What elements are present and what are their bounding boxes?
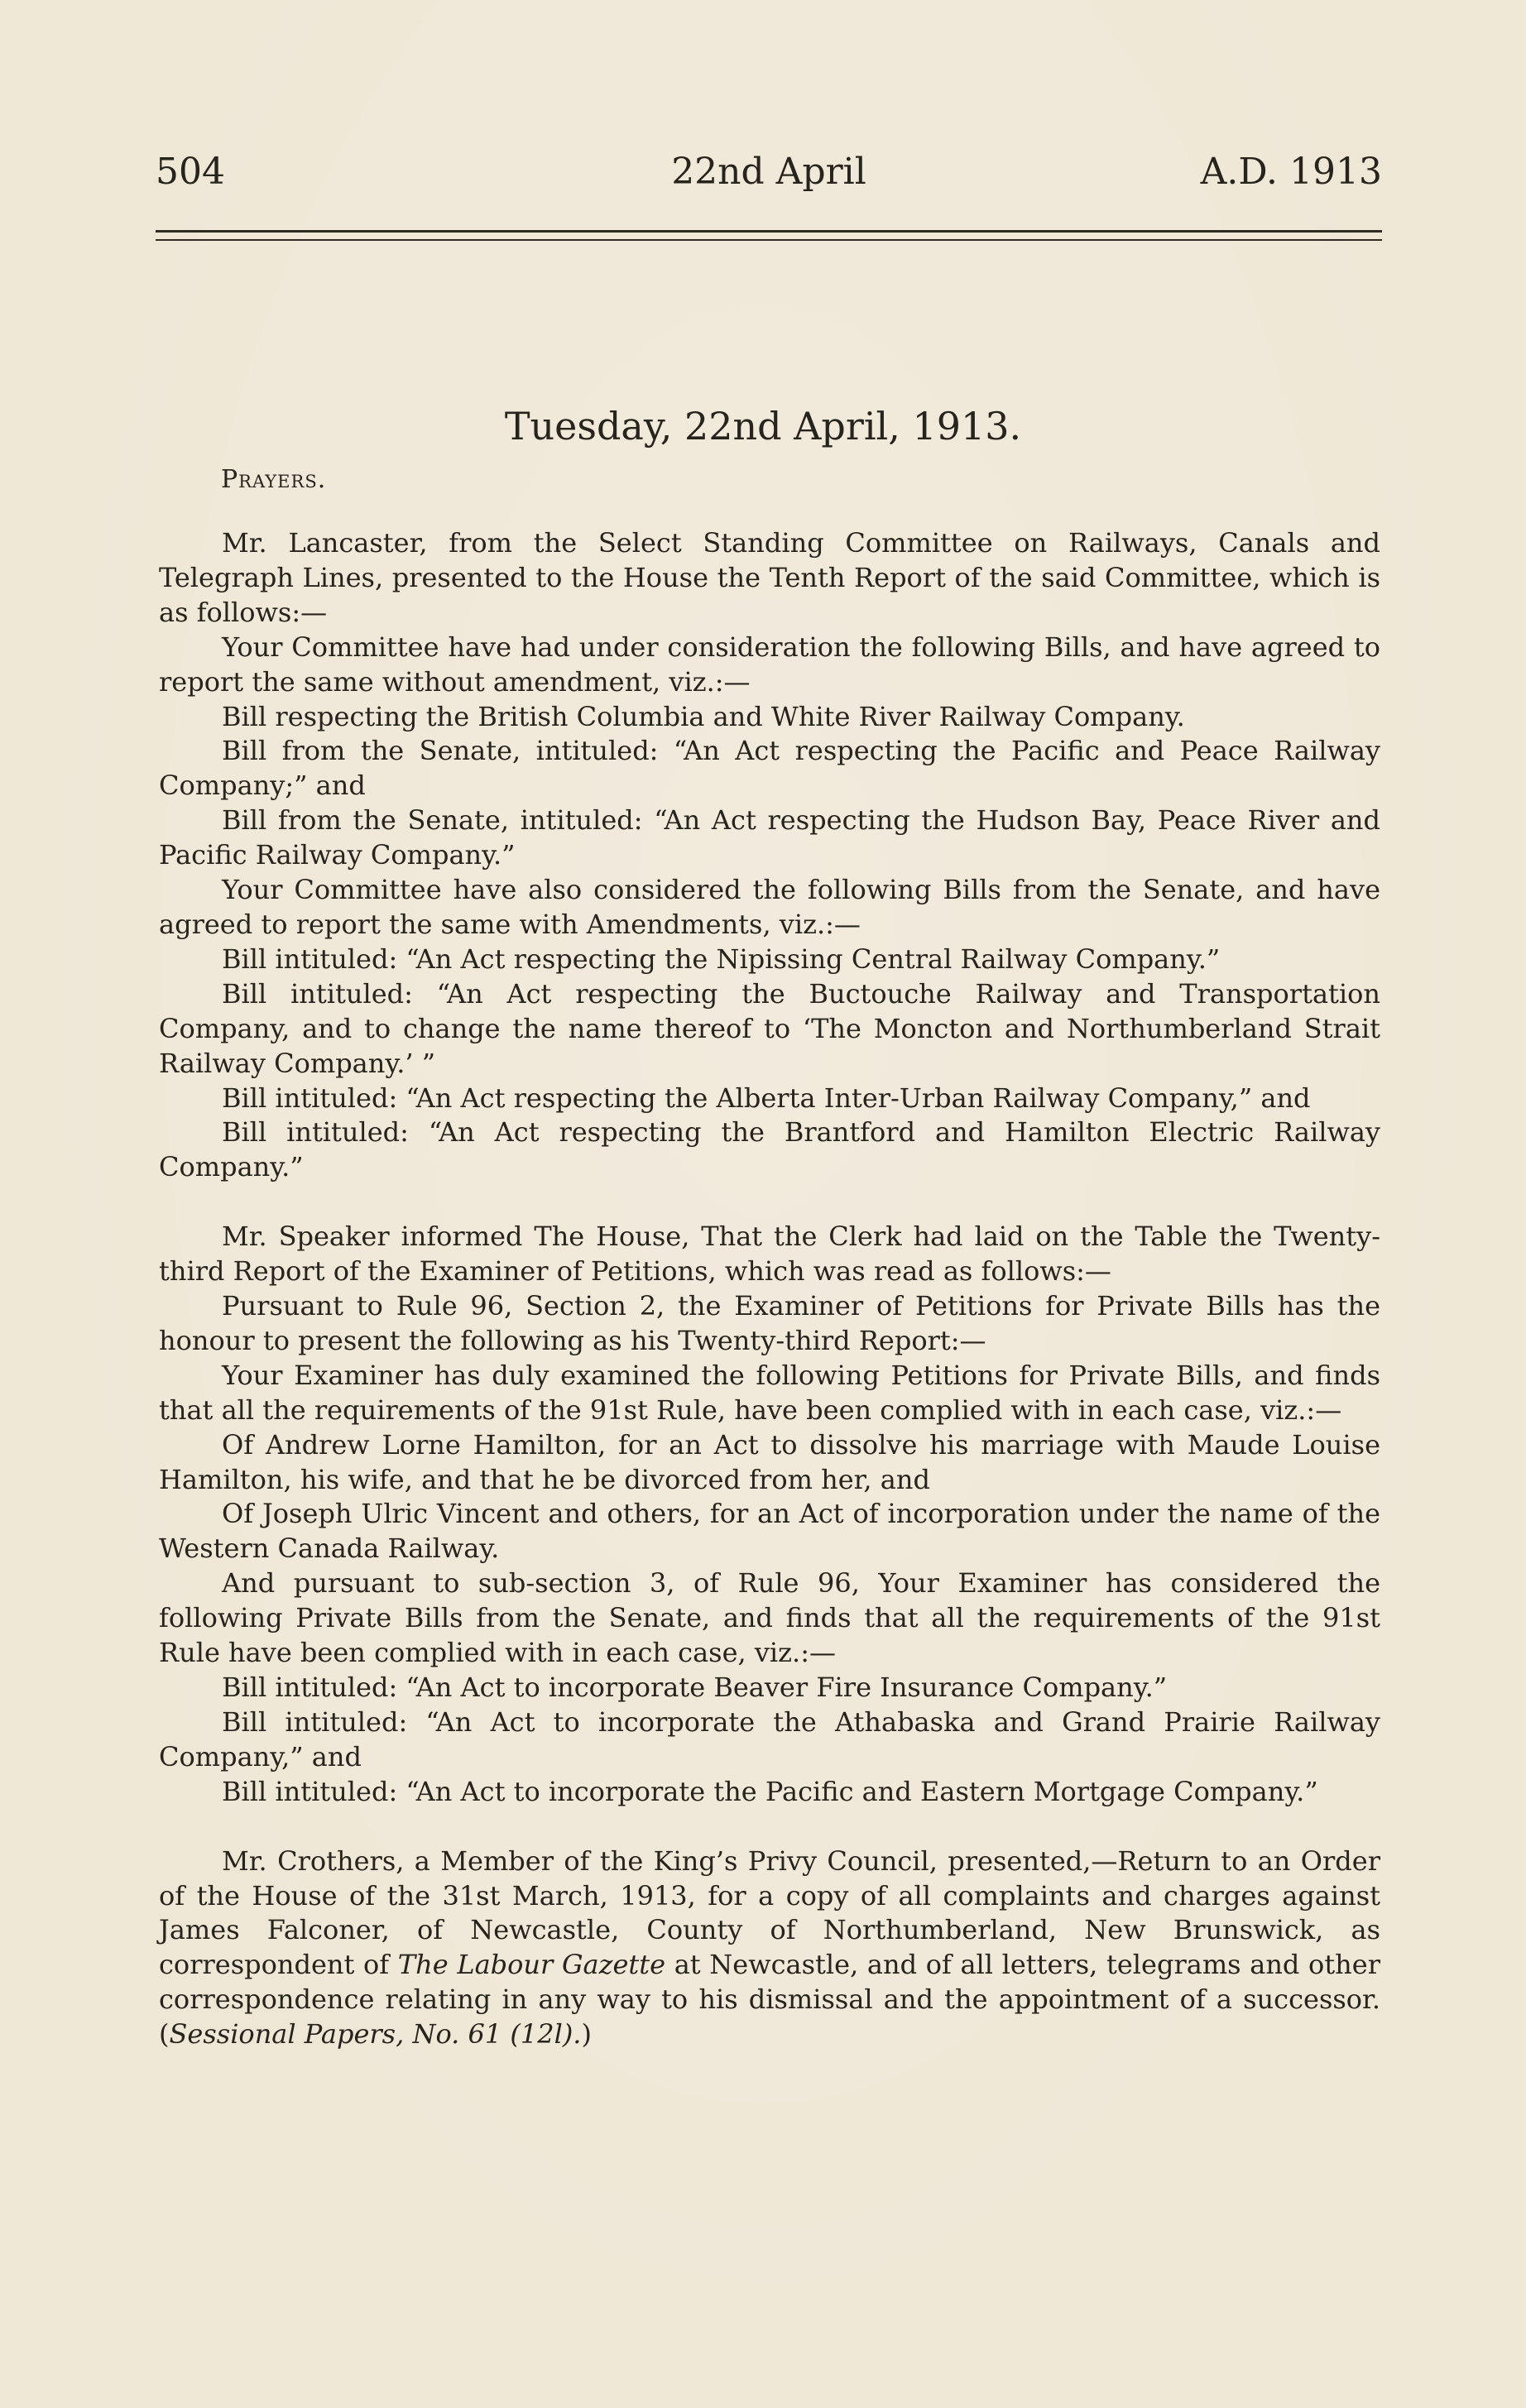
- paragraph-return-order: [159, 1844, 1380, 2052]
- prayers-label: Prayers.: [221, 465, 327, 494]
- journal-body: [159, 526, 1380, 2052]
- paragraph: Bill respecting the British Columbia and White River Railway Company.: [222, 700, 1185, 732]
- paragraph: Mr. Speaker informed The House, That the Clerk had laid on the Table the Twenty-third Report of the Examiner of Petitions, which was read as follows:—: [159, 1221, 1380, 1288]
- publication-title: The Labour Gazette: [397, 1949, 666, 1981]
- paragraph: Your Examiner has duly examined the following Petitions for Private Bills, and finds that all the requirements of the 91st Rule, have been complied with in each case, viz.:—: [159, 1359, 1380, 1426]
- paragraph: Bill intituled: “An Act respecting the Buctouche Railway and Transportation Company, and to change the name thereof to ‘The Moncton and Northumberland Strait Railway Company.’ ”: [159, 977, 1380, 1079]
- header-rule-thick: [156, 230, 1382, 233]
- paragraph: Mr. Lancaster, from the Select Standing Committee on Railways, Canals and Telegraph Lines, presented to the House the Tenth Report of the said Committee, which is as follows:—: [159, 527, 1380, 628]
- paragraph: Bill intituled: “An Act respecting the Brantford and Hamilton Electric Railway Company.”: [159, 1116, 1380, 1183]
- sitting-date-heading: Tuesday, 22nd April, 1913.: [504, 404, 1022, 449]
- header-rule-thin: [156, 239, 1382, 241]
- paragraph: Of Andrew Lorne Hamilton, for an Act to dissolve his marriage with Maude Louise Hamilton, his wife, and that he be divorced from her, and: [159, 1428, 1380, 1495]
- paragraph: Bill intituled: “An Act respecting the Nipissing Central Railway Company.”: [222, 943, 1221, 975]
- running-header: [156, 151, 1382, 204]
- paragraph-text: at Newcastle, and of all letters, telegrams and other correspondence relating in any way to his dismissal and the appointment of a successor. (: [159, 1949, 1381, 2051]
- paragraph: Bill from the Senate, intituled: “An Act respecting the Pacific and Peace Railway Company;” and: [159, 735, 1380, 802]
- paragraph: Bill intituled: “An Act to incorporate the Athabaska and Grand Prairie Railway Company,” and: [159, 1705, 1380, 1772]
- paragraph: Bill intituled: “An Act respecting the Alberta Inter-Urban Railway Company,” and: [222, 1082, 1311, 1114]
- paragraph: Bill intituled: “An Act to incorporate Beaver Fire Insurance Company.”: [222, 1672, 1168, 1703]
- paragraph: Of Joseph Ulric Vincent and others, for an Act of incorporation under the name of the Western Canada Railway.: [159, 1498, 1380, 1565]
- paragraph: And pursuant to sub-section 3, of Rule 96, Your Examiner has considered the following Private Bills from the Senate, and finds that all the requirements of the 91st Rule have been complied with in each case, viz.:—: [159, 1567, 1380, 1669]
- page-number: 504: [156, 151, 225, 193]
- paragraph-text: ): [581, 2018, 592, 2051]
- paragraph: Bill intituled: “An Act to incorporate the Pacific and Eastern Mortgage Company.”: [222, 1775, 1318, 1807]
- paragraph: Bill from the Senate, intituled: “An Act respecting the Hudson Bay, Peace River and Pacific Railway Company.”: [159, 804, 1380, 871]
- sessional-papers-citation: Sessional Papers, No. 61 (12l).: [169, 2018, 582, 2051]
- header-date: 22nd April: [671, 151, 866, 193]
- paragraph: Your Committee have had under consideration the following Bills, and have agreed to report the same without amendment, viz.:—: [159, 631, 1380, 698]
- paragraph: Pursuant to Rule 96, Section 2, the Examiner of Petitions for Private Bills has the honour to present the following as his Twenty-third Report:—: [159, 1290, 1380, 1356]
- paragraph: Your Committee have also considered the following Bills from the Senate, and have agreed to report the same with Amendments, viz.:—: [159, 874, 1380, 940]
- header-year: A.D. 1913: [1200, 151, 1382, 193]
- paragraph-text: Mr. Crothers, a Member of the King’s Privy Council, presented,—Return to an Order of the House of the 31st March, 1913, for a copy of all complaints and charges against James Falconer, of Newcastle, County of Northumberland, New Brunswick, as correspondent of: [159, 1844, 1380, 1981]
